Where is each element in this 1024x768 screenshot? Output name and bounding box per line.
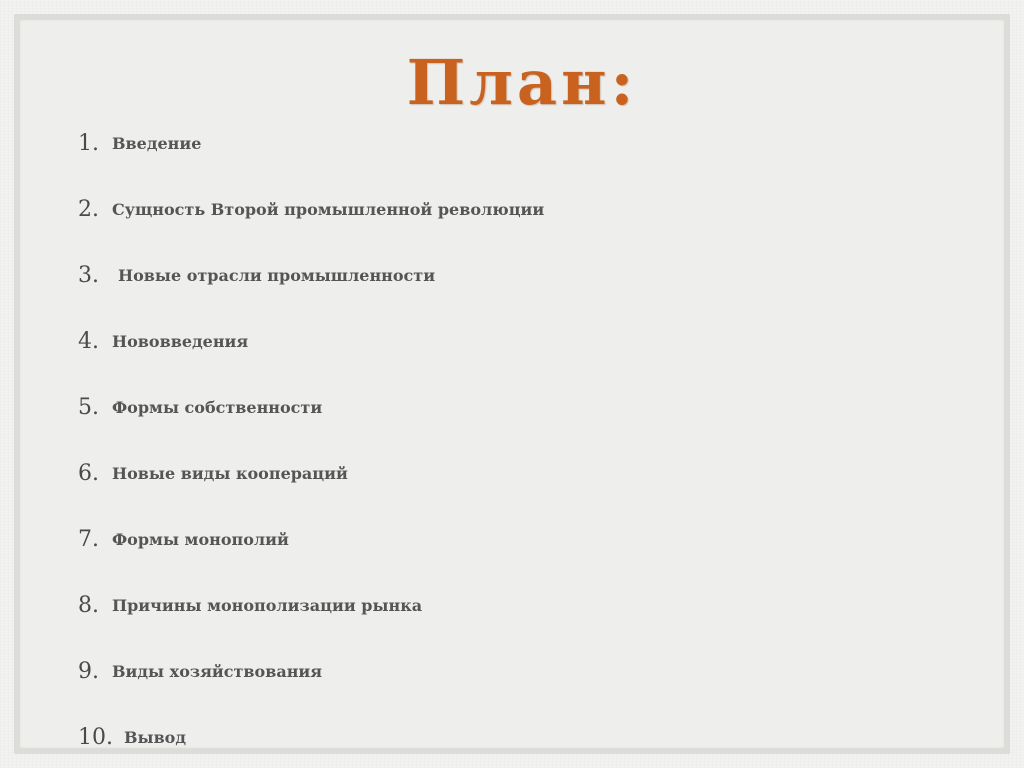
- item-label: Причины монополизации рынка: [112, 595, 423, 615]
- plan-item-10: [78, 704, 544, 768]
- plan-item-6: [78, 440, 544, 506]
- item-number: 7.: [78, 526, 99, 552]
- item-label: Нововведения: [112, 331, 249, 351]
- item-label: Введение: [112, 133, 202, 153]
- item-number: 9.: [78, 658, 99, 684]
- slide-frame: [14, 14, 1010, 754]
- item-number: 3.: [78, 262, 99, 288]
- plan-item-8: [78, 572, 544, 638]
- plan-item-4: [78, 308, 544, 374]
- item-number: 2.: [78, 196, 99, 222]
- plan-item-5: [78, 374, 544, 440]
- item-number: 10.: [78, 724, 113, 750]
- plan-item-3: [78, 242, 544, 308]
- plan-item-1: [78, 110, 544, 176]
- item-label: Новые отрасли промышленности: [118, 265, 436, 285]
- item-label: Формы монополий: [112, 529, 289, 549]
- item-label: Виды хозяйствования: [112, 661, 323, 681]
- item-label: Вывод: [124, 727, 187, 747]
- plan-item-9: [78, 638, 544, 704]
- item-label: Формы собственности: [112, 397, 323, 417]
- item-label: Сущность Второй промышленной революции: [112, 199, 545, 219]
- item-number: 4.: [78, 328, 99, 354]
- item-label: Новые виды коопераций: [112, 463, 348, 483]
- plan-item-7: [78, 506, 544, 572]
- item-number: 5.: [78, 394, 99, 420]
- plan-item-2: [78, 176, 544, 242]
- plan-list: [78, 110, 544, 768]
- slide-title: План:: [406, 46, 638, 119]
- item-number: 8.: [78, 592, 99, 618]
- item-number: 1.: [78, 130, 99, 156]
- item-number: 6.: [78, 460, 99, 486]
